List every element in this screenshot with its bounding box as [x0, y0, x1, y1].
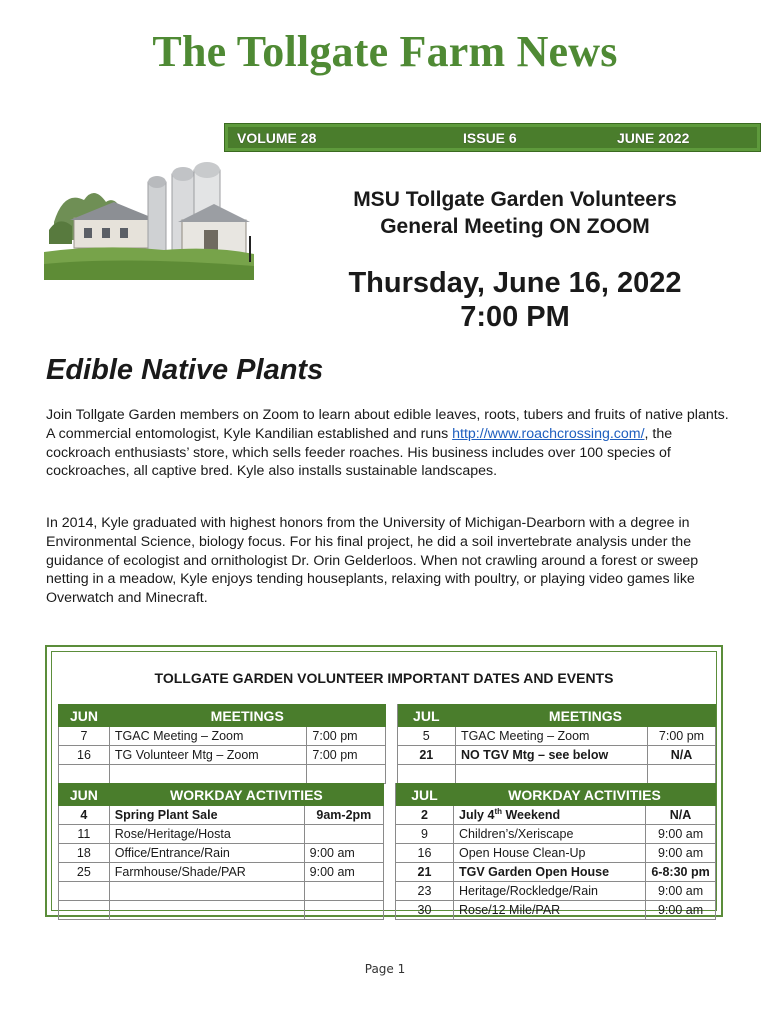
table-row: [59, 825, 716, 844]
roachcrossing-link[interactable]: http://www.roachcrossing.com/: [452, 425, 645, 442]
jul-event: Open House Clean-Up: [454, 844, 646, 863]
column-gap: [384, 784, 396, 806]
jul-event: [454, 806, 646, 825]
jun-day: 16: [59, 746, 110, 765]
jul-event-main: July 4: [459, 808, 495, 823]
article-paragraph-1: [46, 406, 736, 481]
jul-time: 9:00 am: [646, 825, 716, 844]
column-gap: [384, 806, 396, 825]
events-title: TOLLGATE GARDEN VOLUNTEER IMPORTANT DATES AND EVENTS: [154, 670, 614, 686]
farm-buildings-image: [44, 160, 254, 280]
article-paragraph-2: In 2014, Kyle graduated with highest honors from the University of Michigan-Dearborn with a degree in Environmental Science, biology focus. For his final project, he did a soil invertebrate analysis under the guidance of ecologist and ornithologist Dr. Orin Gelderloos. When not crawling around a forest or sweep netting in a meadow, Kyle enjoys tending houseplants, relaxing with poultry, or playing video games like Overwatch and Minecraft.: [46, 515, 699, 607]
jun-time: 7:00 pm: [307, 727, 385, 746]
jun-time: 7:00 pm: [307, 746, 385, 765]
jun-time: [304, 825, 383, 844]
table-row: [59, 806, 716, 825]
jul-day: 2: [395, 806, 453, 825]
jul-day: 21: [397, 746, 455, 765]
jul-time: N/A: [648, 746, 716, 765]
jun-event: TG Volunteer Mtg – Zoom: [109, 746, 307, 765]
workday-header-row: [59, 784, 716, 806]
jun-time: 9am-2pm: [304, 806, 383, 825]
table-row: [59, 863, 716, 882]
column-gap: [384, 901, 396, 920]
column-gap: [384, 844, 396, 863]
newsletter-title: The Tollgate Farm News: [152, 27, 618, 76]
jul-time: 9:00 am: [646, 901, 716, 920]
jul-event: Children’s/Xeriscape: [454, 825, 646, 844]
jun-event: TGAC Meeting – Zoom: [109, 727, 307, 746]
column-gap: [384, 863, 396, 882]
jun-event: Farmhouse/Shade/PAR: [109, 863, 304, 882]
issue-date: JUNE 2022: [617, 129, 690, 146]
jul-day: 16: [395, 844, 453, 863]
jul-time: 9:00 am: [646, 882, 716, 901]
jul-month-header: JUL: [397, 705, 455, 727]
jul-day: 9: [395, 825, 453, 844]
jul-time: 6-8:30 pm: [646, 863, 716, 882]
column-gap: [384, 882, 396, 901]
article-title: Edible Native Plants: [46, 354, 324, 386]
jul-day: 5: [397, 727, 455, 746]
jun-month-header: JUN: [59, 705, 110, 727]
page-number: Page 1: [364, 962, 406, 976]
jul-day: 23: [395, 882, 453, 901]
jul-workday-header: WORKDAY ACTIVITIES: [454, 784, 716, 806]
jul-event: TGV Garden Open House: [454, 863, 646, 882]
jul-event: Rose/12 Mile/PAR: [454, 901, 646, 920]
jun-event: Office/Entrance/Rain: [109, 844, 304, 863]
jun-meetings-header: MEETINGS: [109, 705, 385, 727]
jul-event-sup: th: [494, 807, 502, 817]
table-row: [59, 901, 716, 920]
jun-day: 7: [59, 727, 110, 746]
table-row: [59, 844, 716, 863]
paragraph-text: , the cockroach enthusiasts’ store, which sells feeder roaches. His business includes over 100 species of cockroaches, all captive bred. Kyle also installs sustainable landscapes.: [46, 425, 673, 480]
meetings-table: [58, 704, 716, 784]
jun-day: [59, 901, 110, 920]
jun-event: [109, 882, 304, 901]
jun-event: Spring Plant Sale: [109, 806, 304, 825]
jul-event: TGAC Meeting – Zoom: [455, 727, 647, 746]
column-gap: [385, 705, 397, 727]
meetings-header-row: [59, 705, 716, 727]
jun-day: [59, 882, 110, 901]
jun-time: [304, 882, 383, 901]
events-panel-border: [51, 651, 717, 917]
table-row: [59, 746, 716, 765]
meeting-time: 7:00 PM: [460, 301, 570, 333]
column-gap: [384, 825, 396, 844]
table-row: [59, 882, 716, 901]
meeting-heading-line1: MSU Tollgate Garden Volunteers: [353, 188, 677, 211]
jun-day: 4: [59, 806, 110, 825]
jul-meetings-header: MEETINGS: [455, 705, 715, 727]
issue-label: ISSUE 6: [463, 129, 517, 146]
jul-event: NO TGV Mtg – see below: [455, 746, 647, 765]
meeting-heading: [300, 186, 730, 240]
jun-day: 18: [59, 844, 110, 863]
events-panel: [45, 645, 723, 917]
table-row: [59, 727, 716, 746]
paragraph-text: Join Tollgate Garden members on Zoom to learn about edible leaves, roots, tubers and fruits of native plants. A commercial entomologist, Kyle Kandilian established and runs: [46, 407, 729, 442]
table-row: [59, 765, 716, 784]
column-gap: [385, 727, 397, 746]
jul-time: N/A: [646, 806, 716, 825]
meeting-date: Thursday, June 16, 2022: [348, 267, 682, 299]
workday-table: [58, 783, 716, 920]
jun-time: 9:00 am: [304, 844, 383, 863]
column-gap: [385, 746, 397, 765]
jun-day: 25: [59, 863, 110, 882]
jun-event: [109, 901, 304, 920]
meeting-heading-line2: General Meeting ON ZOOM: [380, 215, 650, 238]
jul-time: 7:00 pm: [648, 727, 716, 746]
jul-month-header: JUL: [395, 784, 453, 806]
jul-event: Heritage/Rockledge/Rain: [454, 882, 646, 901]
jun-event: Rose/Heritage/Hosta: [109, 825, 304, 844]
jun-day: 11: [59, 825, 110, 844]
jun-time: [304, 901, 383, 920]
jun-month-header: JUN: [59, 784, 110, 806]
meeting-datetime: [300, 266, 730, 334]
jul-day: 21: [395, 863, 453, 882]
volume-label: VOLUME 28: [237, 129, 317, 146]
issue-info-bar: [224, 123, 761, 152]
jul-event-rest: Weekend: [502, 808, 561, 823]
jun-workday-header: WORKDAY ACTIVITIES: [109, 784, 383, 806]
jul-day: 30: [395, 901, 453, 920]
jul-time: 9:00 am: [646, 844, 716, 863]
jun-time: 9:00 am: [304, 863, 383, 882]
